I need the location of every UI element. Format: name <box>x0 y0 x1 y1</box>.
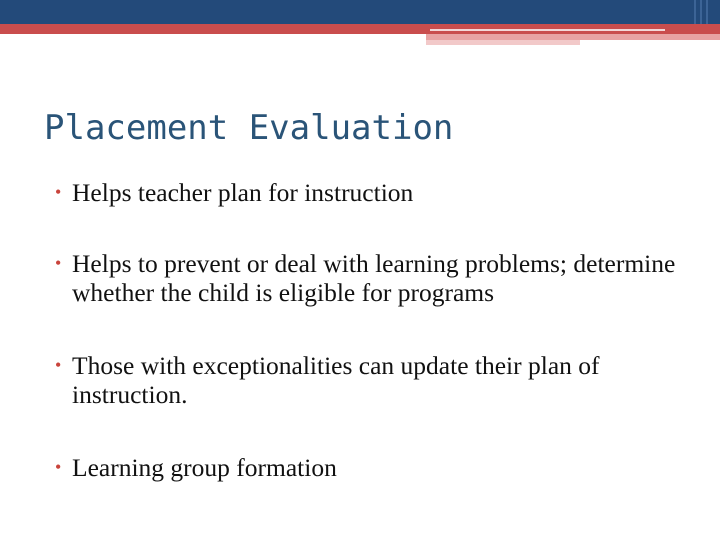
bullet-item <box>50 249 690 307</box>
bullet-list <box>50 178 690 482</box>
header-highlight-line <box>430 29 665 31</box>
bullet-text: Those with exceptionalities can update their plan of instruction. <box>72 351 600 409</box>
bullet-text: Learning group formation <box>72 453 337 482</box>
bullet-text: Helps teacher plan for instruction <box>72 178 414 207</box>
bullet-item <box>50 178 690 207</box>
bullet-item <box>50 351 690 409</box>
bullet-marker: • <box>55 457 62 477</box>
header-stripe <box>706 0 708 24</box>
header-blue-band <box>0 0 720 24</box>
bullet-marker: • <box>55 355 62 375</box>
bullet-text: Helps to prevent or deal with learning problems; determine whether the child is eligible for programs <box>72 249 676 307</box>
header-stripe <box>700 0 702 24</box>
header-stripe <box>694 0 696 24</box>
header-red-faint-band <box>426 40 580 45</box>
slide-title: Placement Evaluation <box>44 108 454 148</box>
bullet-marker: • <box>55 253 62 273</box>
bullet-marker: • <box>55 182 62 202</box>
bullet-item <box>50 453 690 482</box>
